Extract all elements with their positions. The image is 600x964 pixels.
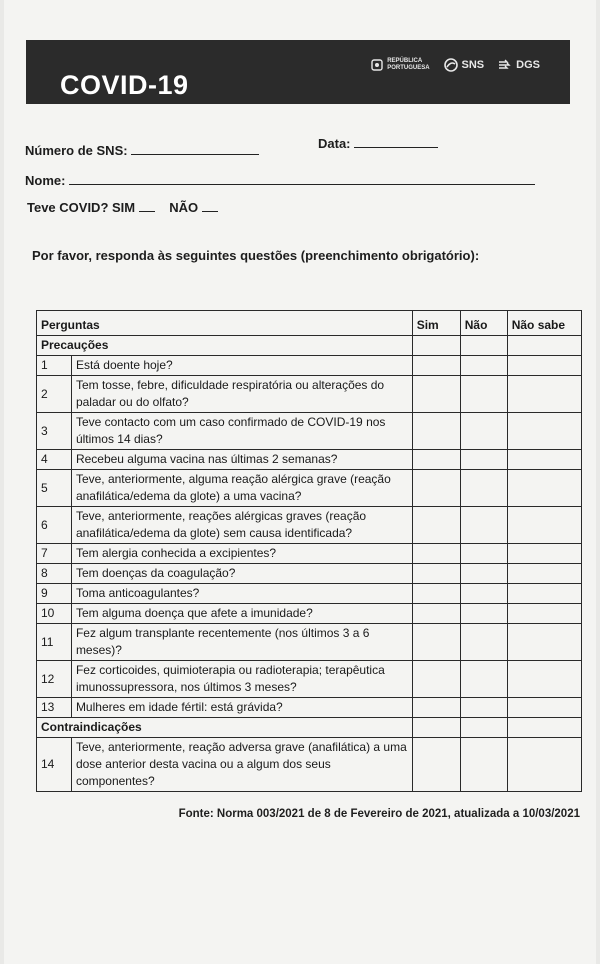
- question-number: 6: [37, 507, 72, 544]
- question-number: 9: [37, 584, 72, 604]
- answer-yes-cell[interactable]: [412, 604, 460, 624]
- answer-no-cell[interactable]: [460, 698, 507, 718]
- table-row: [37, 738, 582, 792]
- sns-number-field[interactable]: Número de SNS:: [25, 142, 259, 158]
- table-row: [37, 376, 582, 413]
- answer-dont-know-cell[interactable]: [507, 470, 581, 507]
- question-text: Tem tosse, febre, dificuldade respiratória ou alterações do paladar ou do olfato?: [71, 376, 412, 413]
- had-covid-field: Teve COVID? SIM NÃO: [27, 199, 218, 215]
- answer-yes-cell[interactable]: [412, 544, 460, 564]
- section-row: [37, 718, 582, 738]
- section-precautions: Precauções: [37, 336, 413, 356]
- answer-cell[interactable]: [507, 336, 581, 356]
- table-row: [37, 413, 582, 450]
- question-text: Teve, anteriormente, reações alérgicas graves (reação anafilática/edema da glote) sem causa identificada?: [71, 507, 412, 544]
- answer-yes-cell[interactable]: [412, 507, 460, 544]
- section-row: [37, 336, 582, 356]
- covid-no-line[interactable]: [202, 199, 218, 212]
- question-number: 11: [37, 624, 72, 661]
- answer-no-cell[interactable]: [460, 661, 507, 698]
- name-line[interactable]: [69, 172, 535, 185]
- table-row: [37, 470, 582, 507]
- table-header-row: [37, 311, 582, 336]
- question-number: 4: [37, 450, 72, 470]
- answer-yes-cell[interactable]: [412, 624, 460, 661]
- answer-cell[interactable]: [460, 718, 507, 738]
- question-number: 2: [37, 376, 72, 413]
- answer-yes-cell[interactable]: [412, 356, 460, 376]
- answer-cell[interactable]: [412, 718, 460, 738]
- coat-of-arms-icon: [371, 59, 383, 71]
- answer-no-cell[interactable]: [460, 624, 507, 661]
- table-row: [37, 450, 582, 470]
- table-row: [37, 564, 582, 584]
- header-dont-know: Não sabe: [507, 311, 581, 336]
- question-text: Mulheres em idade fértil: está grávida?: [71, 698, 412, 718]
- question-text: Recebeu alguma vacina nas últimas 2 semanas?: [71, 450, 412, 470]
- answer-cell[interactable]: [460, 336, 507, 356]
- header-yes: Sim: [412, 311, 460, 336]
- table-row: [37, 544, 582, 564]
- answer-dont-know-cell[interactable]: [507, 661, 581, 698]
- dgs-logo: DGS: [498, 59, 540, 71]
- sns-swirl-icon: [444, 58, 458, 72]
- answer-yes-cell[interactable]: [412, 661, 460, 698]
- question-number: 7: [37, 544, 72, 564]
- table-row: [37, 604, 582, 624]
- answer-yes-cell[interactable]: [412, 698, 460, 718]
- answer-yes-cell[interactable]: [412, 470, 460, 507]
- section-contraindications: Contraindicações: [37, 718, 413, 738]
- answer-yes-cell[interactable]: [412, 738, 460, 792]
- answer-dont-know-cell[interactable]: [507, 698, 581, 718]
- question-text: Teve, anteriormente, reação adversa grave (anafilática) a uma dose anterior desta vacina ou a algum dos seus componentes?: [71, 738, 412, 792]
- question-number: 8: [37, 564, 72, 584]
- answer-cell[interactable]: [412, 336, 460, 356]
- answer-yes-cell[interactable]: [412, 450, 460, 470]
- questions-table: [36, 310, 582, 792]
- source-note: Fonte: Norma 003/2021 de 8 de Fevereiro de 2021, atualizada a 10/03/2021: [178, 808, 580, 820]
- sns-number-line[interactable]: [131, 142, 259, 155]
- answer-yes-cell[interactable]: [412, 584, 460, 604]
- answer-dont-know-cell[interactable]: [507, 450, 581, 470]
- table-row: [37, 356, 582, 376]
- covid-yes-line[interactable]: [139, 199, 155, 212]
- answer-no-cell[interactable]: [460, 584, 507, 604]
- table-row: [37, 698, 582, 718]
- question-text: Tem alguma doença que afete a imunidade?: [71, 604, 412, 624]
- question-text: Está doente hoje?: [71, 356, 412, 376]
- question-number: 1: [37, 356, 72, 376]
- answer-dont-know-cell[interactable]: [507, 376, 581, 413]
- answer-dont-know-cell[interactable]: [507, 584, 581, 604]
- answer-dont-know-cell[interactable]: [507, 624, 581, 661]
- answer-no-cell[interactable]: [460, 564, 507, 584]
- answer-dont-know-cell[interactable]: [507, 356, 581, 376]
- question-number: 13: [37, 698, 72, 718]
- question-number: 3: [37, 413, 72, 450]
- answer-no-cell[interactable]: [460, 413, 507, 450]
- republica-portuguesa-logo: REPÚBLICA PORTUGUESA: [371, 58, 429, 72]
- question-number: 5: [37, 470, 72, 507]
- header-questions: Perguntas: [37, 311, 413, 336]
- name-field[interactable]: Nome:: [25, 172, 535, 188]
- answer-dont-know-cell[interactable]: [507, 413, 581, 450]
- question-text: Fez corticoides, quimioterapia ou radioterapia; terapêutica imunossupressora, nos últimos 3 meses?: [71, 661, 412, 698]
- answer-no-cell[interactable]: [460, 470, 507, 507]
- answer-no-cell[interactable]: [460, 604, 507, 624]
- answer-dont-know-cell[interactable]: [507, 738, 581, 792]
- answer-yes-cell[interactable]: [412, 564, 460, 584]
- table-row: [37, 584, 582, 604]
- date-line[interactable]: [354, 135, 438, 148]
- answer-no-cell[interactable]: [460, 544, 507, 564]
- answer-no-cell[interactable]: [460, 738, 507, 792]
- question-number: 14: [37, 738, 72, 792]
- header-banner: [26, 40, 570, 104]
- question-text: Tem alergia conhecida a excipientes?: [71, 544, 412, 564]
- question-number: 10: [37, 604, 72, 624]
- date-field[interactable]: Data:: [318, 135, 438, 151]
- table-row: [37, 661, 582, 698]
- logo-group: [371, 58, 540, 72]
- dgs-arrows-icon: [498, 59, 512, 71]
- question-text: Toma anticoagulantes?: [71, 584, 412, 604]
- question-text: Fez algum transplante recentemente (nos últimos 3 a 6 meses)?: [71, 624, 412, 661]
- answer-no-cell[interactable]: [460, 356, 507, 376]
- answer-dont-know-cell[interactable]: [507, 564, 581, 584]
- answer-yes-cell[interactable]: [412, 376, 460, 413]
- table-row: [37, 507, 582, 544]
- question-text: Teve, anteriormente, alguma reação alérgica grave (reação anafilática/edema da glote) a uma vacina?: [71, 470, 412, 507]
- instructions-text: Por favor, responda às seguintes questões (preenchimento obrigatório):: [32, 248, 480, 263]
- header-no: Não: [460, 311, 507, 336]
- answer-dont-know-cell[interactable]: [507, 544, 581, 564]
- answer-dont-know-cell[interactable]: [507, 604, 581, 624]
- table-row: [37, 624, 582, 661]
- answer-no-cell[interactable]: [460, 376, 507, 413]
- answer-yes-cell[interactable]: [412, 413, 460, 450]
- question-text: Teve contacto com um caso confirmado de COVID-19 nos últimos 14 dias?: [71, 413, 412, 450]
- paper-sheet: [4, 0, 596, 964]
- form-title: COVID-19: [60, 70, 189, 100]
- answer-cell[interactable]: [507, 718, 581, 738]
- answer-dont-know-cell[interactable]: [507, 507, 581, 544]
- answer-no-cell[interactable]: [460, 507, 507, 544]
- question-text: Tem doenças da coagulação?: [71, 564, 412, 584]
- answer-no-cell[interactable]: [460, 450, 507, 470]
- question-number: 12: [37, 661, 72, 698]
- sns-logo: SNS: [444, 58, 485, 72]
